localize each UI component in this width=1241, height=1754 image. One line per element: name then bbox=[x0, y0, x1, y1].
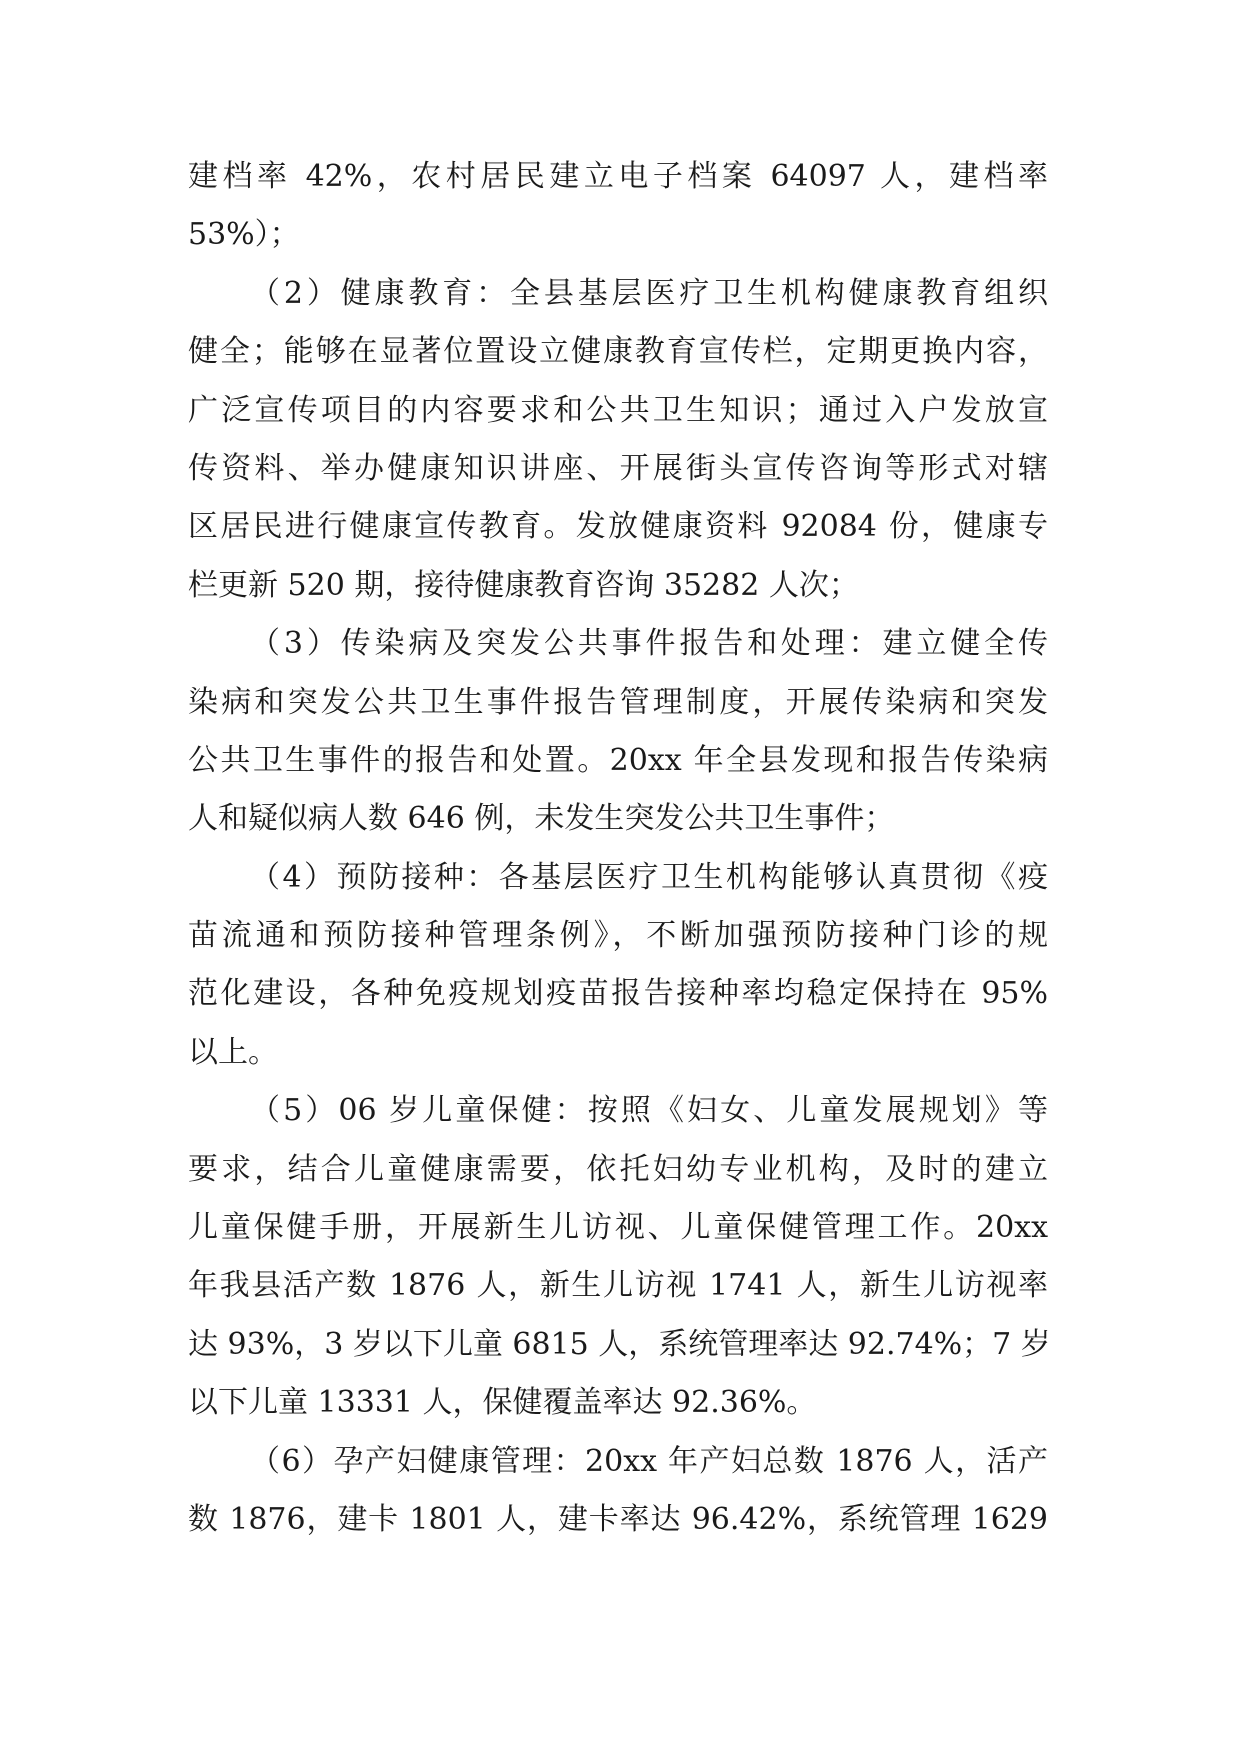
text-line: 范化建设，各种免疫规划疫苗报告接种率均稳定保持在 95% bbox=[188, 976, 1048, 1012]
text-line: （4）预防接种：各基层医疗卫生机构能够认真贯彻《疫 bbox=[250, 859, 1048, 895]
text-line: （5）06 岁儿童保健：按照《妇女、儿童发展规划》等 bbox=[250, 1093, 1048, 1129]
text-line: 以下儿童 13331 人，保健覆盖率达 92.36%。 bbox=[188, 1385, 817, 1421]
text-line: （6）孕产妇健康管理：20xx 年产妇总数 1876 人，活产 bbox=[250, 1443, 1048, 1479]
text-line: 栏更新 520 期，接待健康教育咨询 35282 人次； bbox=[188, 567, 859, 603]
text-line: 公共卫生事件的报告和处置。20xx 年全县发现和报告传染病 bbox=[188, 742, 1048, 778]
text-line: 区居民进行健康宣传教育。发放健康资料 92084 份，健康专 bbox=[188, 509, 1048, 545]
text-line: 苗流通和预防接种管理条例》，不断加强预防接种门诊的规 bbox=[188, 918, 1048, 954]
text-line: 建档率 42%，农村居民建立电子档案 64097 人，建档率 bbox=[188, 159, 1048, 194]
text-line: 人和疑似病人数 646 例，未发生突发公共卫生事件； bbox=[188, 801, 895, 837]
text-line: （3）传染病及突发公共事件报告和处理：建立健全传 bbox=[250, 626, 1048, 662]
text-line: 年我县活产数 1876 人，新生儿访视 1741 人，新生儿访视率 bbox=[188, 1268, 1048, 1304]
text-line: 以上。 bbox=[188, 1034, 278, 1070]
text-line: 儿童保健手册，开展新生儿访视、儿童保健管理工作。20xx bbox=[188, 1210, 1048, 1246]
text-line: 染病和突发公共卫生事件报告管理制度，开展传染病和突发 bbox=[188, 684, 1048, 720]
text-line: 要求，结合儿童健康需要，依托妇幼专业机构，及时的建立 bbox=[188, 1151, 1048, 1187]
text-line: 达 93%，3 岁以下儿童 6815 人，系统管理率达 92.74%；7 岁 bbox=[188, 1326, 1051, 1362]
text-line: （2）健康教育：全县基层医疗卫生机构健康教育组织 bbox=[250, 275, 1048, 311]
text-line: 传资料、举办健康知识讲座、开展街头宣传咨询等形式对辖 bbox=[188, 450, 1048, 486]
text-line: 53%）； bbox=[188, 217, 300, 253]
body-text bbox=[188, 148, 1051, 1549]
text-line: 数 1876，建卡 1801 人，建卡率达 96.42%，系统管理 1629 bbox=[188, 1501, 1048, 1537]
text-line: 健全；能够在显著位置设立健康教育宣传栏，定期更换内容， bbox=[188, 334, 1048, 370]
text-line: 广泛宣传项目的内容要求和公共卫生知识；通过入户发放宣 bbox=[188, 392, 1048, 428]
